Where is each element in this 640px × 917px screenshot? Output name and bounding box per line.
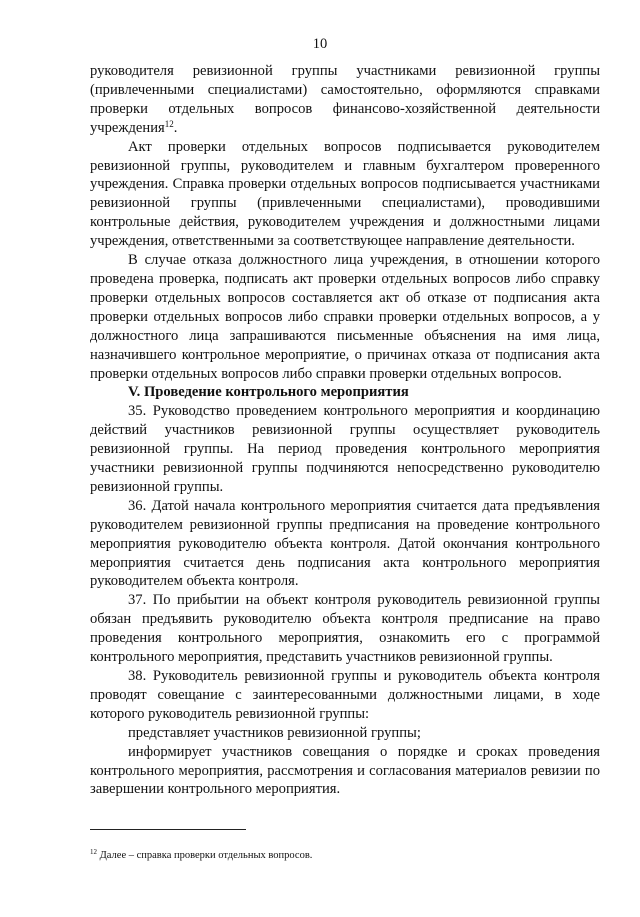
page-number: 10 bbox=[312, 36, 328, 52]
list-item: представляет участников ревизионной группы; bbox=[128, 724, 421, 741]
paragraph-text: руководителя ревизионной группы участниками ревизионной группы (привлеченными специалистами) самостоятельно, оформляются справками проверки отдельных вопросов финансово-хозяйственной деятельности учреждения bbox=[90, 63, 600, 136]
footnote-divider bbox=[90, 829, 246, 830]
paragraph-38: 38. Руководитель ревизионной группы и руководитель объекта контроля проводят совещание с заинтересованными должностными лицами, в ходе которого руководитель ревизионной группы: bbox=[90, 668, 600, 722]
document-body bbox=[90, 62, 600, 799]
footnote-text: Далее – справка проверки отдельных вопросов. bbox=[99, 850, 313, 861]
paragraph-35: 35. Руководство проведением контрольного мероприятия и координацию действий участников ревизионной группы осуществляет руководитель ревизионной группы. На период проведения контрольного мероприятия участники ревизионной группы подчиняются непосредственно руководителю ревизионной группы. bbox=[90, 403, 600, 495]
paragraph: В случае отказа должностного лица учреждения, в отношении которого проведена проверка, подписать акт проверки отдельных вопросов либо справку проверки отдельных вопросов составляется акт об отказе от подписания акта проверки отдельных вопросов либо справки проверки отдельных вопросов, а у должностного лица запрашиваются письменные объяснения на имя лица, назначившего контрольное мероприятие, о причинах отказа от подписания акта проверки отдельных вопросов либо справки проверки отдельных вопросов. bbox=[90, 252, 600, 382]
paragraph-37: 37. По прибытии на объект контроля руководитель ревизионной группы обязан предъявить руководителю объекта контроля предписание на право проведения контрольного мероприятия, ознакомить его с программой контрольного мероприятия, представить участников ревизионной группы. bbox=[90, 592, 600, 666]
footnote-reference: 12 bbox=[164, 118, 174, 129]
list-item: информирует участников совещания о порядке и сроках проведения контрольного мероприятия, рассмотрения и согласования материалов ревизии по завершении контрольного мероприятия. bbox=[90, 743, 600, 798]
section-heading: V. Проведение контрольного мероприятия bbox=[128, 384, 409, 401]
footnote-marker: 12 bbox=[90, 848, 97, 856]
paragraph: Акт проверки отдельных вопросов подписывается руководителем ревизионной группы, руководителем и главным бухгалтером проверенного учреждения. Справка проверки отдельных вопросов подписывается участниками ревизионной группы (привлеченными специалистами), проводившими контрольные действия, руководителем учреждения и должностными лицами учреждения, ответственными за соответствующее направление деятельности. bbox=[90, 138, 600, 250]
footnote bbox=[90, 850, 600, 861]
paragraph-36: 36. Датой начала контрольного мероприятия считается дата предъявления руководителем ревизионной группы предписания на проведение контрольного мероприятия руководителю объекта контроля. Датой окончания контрольного мероприятия считается день подписания акта контрольного мероприятия руководителем объекта контроля. bbox=[90, 497, 600, 590]
paragraph-continuation: руководителя ревизионной группы участниками ревизионной группы (привлеченными специалистами) самостоятельно, оформляются справками проверки отдельных вопросов финансово-хозяйственной деятельности учреждения$^{12}$. bbox=[90, 63, 600, 136]
